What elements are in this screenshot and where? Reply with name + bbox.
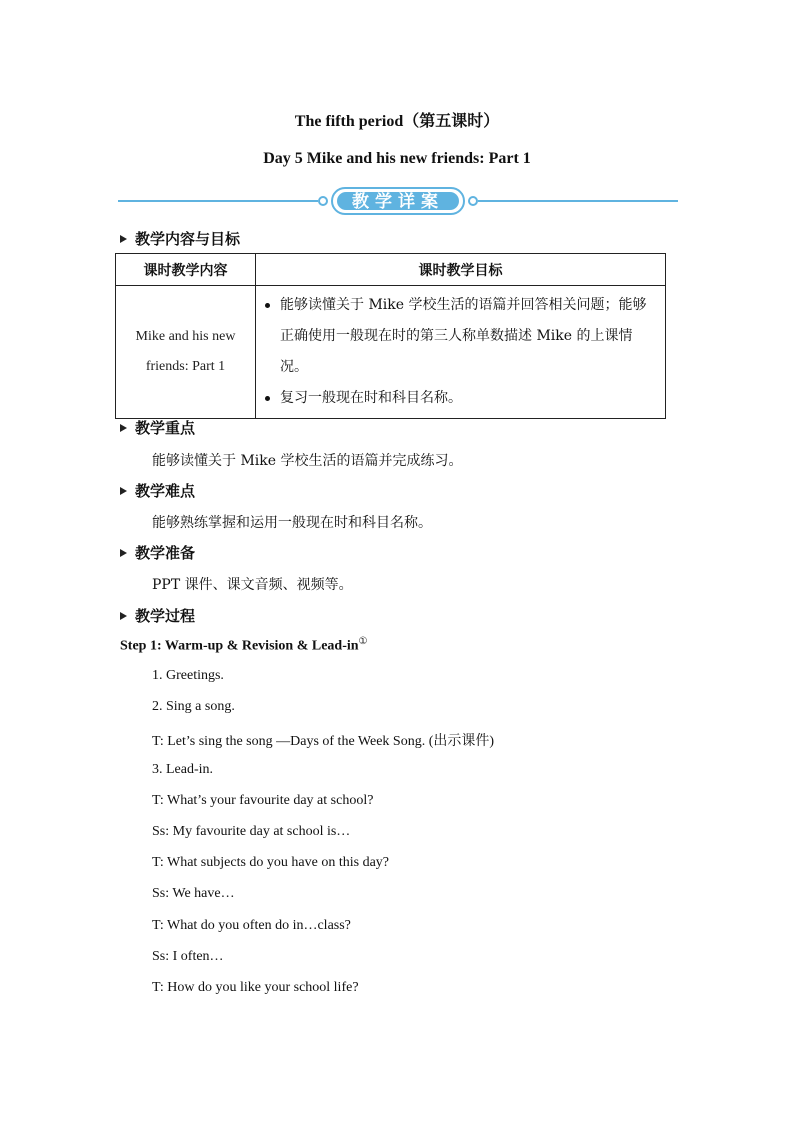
section-heading-process: 教学过程 <box>120 605 195 626</box>
section-heading-difficulties: 教学难点 <box>120 480 195 501</box>
bullet-icon <box>265 396 270 401</box>
table-header-content: 课时教学内容 <box>116 254 256 286</box>
key-points-text: 能够读懂关于 Mike 学校生活的语篇并完成练习。 <box>152 453 463 469</box>
lesson-line: Ss: I often… <box>152 949 224 964</box>
lesson-goals-cell <box>256 286 666 419</box>
bullet-icon <box>265 303 270 308</box>
section-heading-key-points: 教学重点 <box>120 417 195 438</box>
table-header-goals: 课时教学目标 <box>256 254 666 286</box>
lesson-line: Ss: My favourite day at school is… <box>152 824 351 839</box>
lesson-line: T: How do you like your school life? <box>152 980 359 995</box>
lesson-line: Ss: We have… <box>152 886 235 901</box>
section-banner <box>118 186 678 216</box>
goal-item: 复习一般现在时和科目名称。 <box>262 383 659 414</box>
table-row <box>116 286 666 419</box>
triangle-bullet-icon <box>120 235 127 243</box>
lesson-line: T: What’s your favourite day at school? <box>152 793 374 808</box>
preparation-text: PPT 课件、课文音频、视频等。 <box>152 577 353 593</box>
lesson-content-cell: Mike and his new friends: Part 1 <box>116 286 256 419</box>
page-title: The fifth period（第五课时） <box>294 113 500 130</box>
triangle-bullet-icon <box>120 487 127 495</box>
step-1-heading: Step 1: Warm-up & Revision & Lead-in① <box>120 636 368 654</box>
table-header-row <box>116 254 666 286</box>
lesson-line: 1. Greetings. <box>152 668 224 683</box>
lesson-line: 3. Lead-in. <box>152 762 214 777</box>
triangle-bullet-icon <box>120 549 127 557</box>
page-subtitle: Day 5 Mike and his new friends: Part 1 <box>263 150 531 167</box>
triangle-bullet-icon <box>120 424 127 432</box>
section-heading-content-goals: 教学内容与目标 <box>120 228 240 249</box>
lesson-line: T: Let’s sing the song —Days of the Week Song. (出示课件) <box>152 734 495 749</box>
lesson-line: 2. Sing a song. <box>152 699 235 714</box>
lesson-line: T: What subjects do you have on this day? <box>152 855 389 870</box>
goal-item: 能够读懂关于 Mike 学校生活的语篇并回答相关问题；能够正确使用一般现在时的第三人称单数描述 Mike 的上课情况。 <box>262 290 659 383</box>
lesson-line: T: What do you often do in…class? <box>152 918 351 933</box>
difficulties-text: 能够熟练掌握和运用一般现在时和科目名称。 <box>152 515 432 531</box>
section-heading-preparation: 教学准备 <box>120 542 195 563</box>
goals-table <box>115 253 666 419</box>
banner-text: 教学详案 <box>352 192 444 212</box>
footnote-marker: ① <box>358 636 368 647</box>
triangle-bullet-icon <box>120 612 127 620</box>
